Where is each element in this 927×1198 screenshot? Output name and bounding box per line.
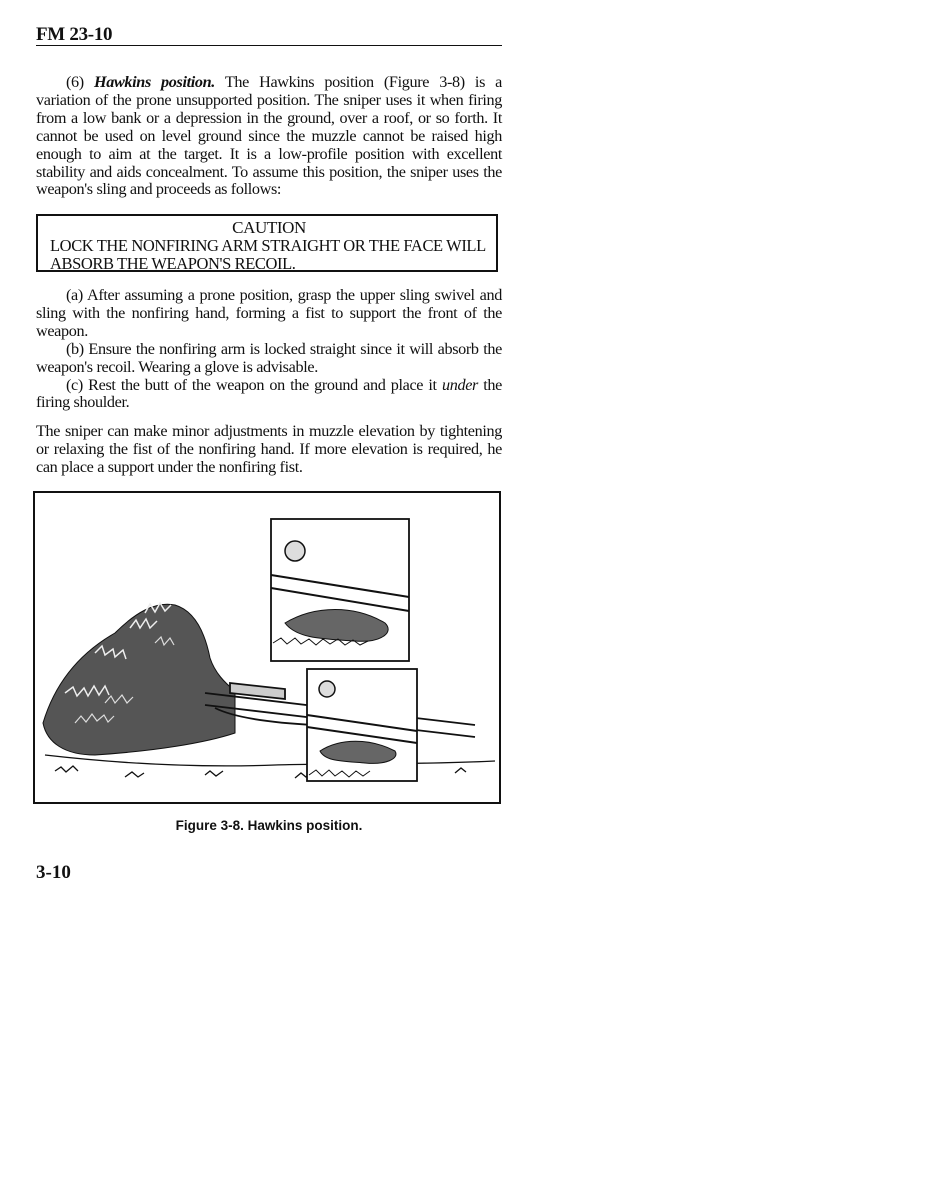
- steps-list: [36, 287, 502, 412]
- step-c-emphasis: under: [441, 375, 478, 394]
- closing-paragraph: The sniper can make minor adjustments in muzzle elevation by tightening or relaxing the fist of the nonfiring hand. If more elevation is required, he can place a support under the nonfiring fist.: [36, 422, 502, 476]
- caution-title: CAUTION: [232, 218, 306, 237]
- section-number: (6): [66, 73, 84, 91]
- figure-caption: Figure 3-8. Hawkins position.: [175, 818, 363, 833]
- inset-upper: [271, 519, 409, 661]
- figure-3-8: [33, 491, 501, 804]
- step-c: (c) Rest the butt of the weapon on the ground and place it under the firing shoulder.: [36, 375, 502, 412]
- inset-lower: [307, 669, 417, 781]
- header-divider: [36, 45, 502, 46]
- step-b: (b) Ensure the nonfiring arm is locked straight since it will absorb the weapon's recoil. Wearing a glove is advisable.: [36, 339, 502, 376]
- sniper-figure: [43, 603, 235, 755]
- figure-illustration: [35, 493, 499, 802]
- caution-text: LOCK THE NONFIRING ARM STRAIGHT OR THE FACE WILL ABSORB THE WEAPON'S RECOIL.: [50, 236, 486, 273]
- caution-box: [36, 214, 498, 272]
- intro-paragraph: [36, 74, 502, 199]
- step-a: (a) After assuming a prone position, grasp the upper sling swivel and sling with the nonfiring hand, forming a fist to support the front of the weapon.: [36, 286, 502, 340]
- ground: [45, 755, 495, 778]
- page-number: 3-10: [36, 862, 71, 883]
- section-intro: The Hawkins position (Figure 3-8) is a variation of the prone unsupported position. The sniper uses it when firing from a low bank or a depression in the ground, over a roof, or so forth. It cannot be used on level ground since the muzzle cannot be raised high enough to aim at the target. It is a low-profile position with excellent stability and aids concealment. To assume this position, the sniper uses the weapon's sling and proceeds as follows:: [36, 73, 502, 199]
- document-header: FM 23-10: [36, 24, 113, 45]
- section-title: Hawkins position.: [93, 73, 216, 91]
